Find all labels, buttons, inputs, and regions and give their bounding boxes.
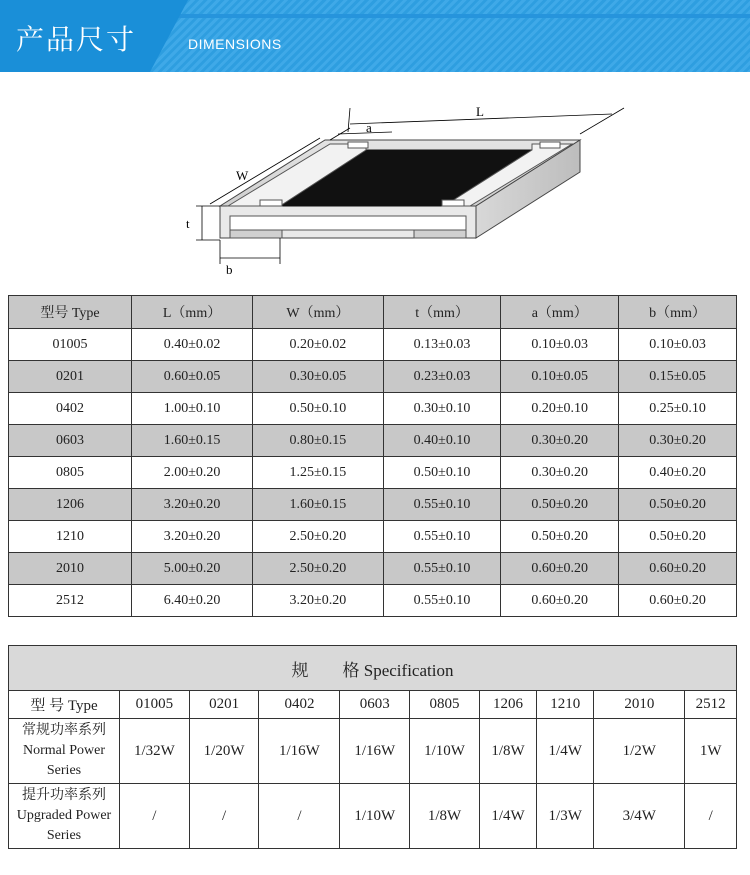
label-b: b [226,262,233,277]
cell-W: 0.30±0.05 [253,361,384,393]
cell-a: 0.60±0.20 [501,585,619,617]
specification-table [8,645,737,849]
cell-type: 1210 [9,521,132,553]
table-row [9,393,737,425]
normal-power-value: 1/16W [340,719,410,784]
cell-L: 2.00±0.20 [132,457,253,489]
cell-L: 3.20±0.20 [132,489,253,521]
normal-power-value: 1W [685,719,737,784]
spec-type: 1206 [479,691,536,719]
cell-b: 0.10±0.03 [619,329,737,361]
cell-W: 1.60±0.15 [253,489,384,521]
cell-L: 5.00±0.20 [132,553,253,585]
cell-type: 01005 [9,329,132,361]
spec-upgraded-power-row [9,784,737,849]
upgraded-power-value: / [120,784,190,849]
cell-L: 0.40±0.02 [132,329,253,361]
normal-power-label-en-2: Series [46,763,82,778]
resistor-diagram [180,88,640,278]
spec-type-label: 型 号 Type [9,691,120,719]
label-W: W [236,168,249,183]
cell-W: 1.25±0.15 [253,457,384,489]
cell-a: 0.50±0.20 [501,489,619,521]
upgraded-power-value: / [685,784,737,849]
cell-L: 3.20±0.20 [132,521,253,553]
cell-t: 0.55±0.10 [383,585,501,617]
upgraded-power-value: 1/8W [410,784,480,849]
table-row [9,457,737,489]
normal-power-value: 1/10W [410,719,480,784]
header-banner [0,0,750,72]
upgraded-power-value: 3/4W [594,784,685,849]
cell-b: 0.25±0.10 [619,393,737,425]
normal-power-value: 1/32W [120,719,190,784]
cell-type: 2010 [9,553,132,585]
spec-type: 0603 [340,691,410,719]
cell-W: 2.50±0.20 [253,521,384,553]
spec-type: 2010 [594,691,685,719]
banner-top-line [150,14,750,18]
normal-power-label-en-1: Normal Power [22,743,106,758]
cell-L: 0.60±0.05 [132,361,253,393]
cell-type: 2512 [9,585,132,617]
spec-title-row [9,646,737,691]
cell-a: 0.30±0.20 [501,425,619,457]
normal-power-value: 1/16W [259,719,340,784]
spec-type: 0402 [259,691,340,719]
spec-normal-power-row [9,719,737,784]
spec-type: 01005 [120,691,190,719]
upgraded-power-value: 1/4W [479,784,536,849]
cell-t: 0.55±0.10 [383,489,501,521]
cell-t: 0.40±0.10 [383,425,501,457]
cell-b: 0.50±0.20 [619,521,737,553]
dimensions-header-row [9,296,737,329]
cell-W: 0.80±0.15 [253,425,384,457]
header-a: a（mm） [501,296,619,329]
normal-power-value: 1/4W [537,719,594,784]
table-row [9,585,737,617]
page-title-cn: 产品尺寸 [16,23,137,56]
cell-a: 0.10±0.05 [501,361,619,393]
upgraded-power-label [9,784,120,849]
cell-a: 0.50±0.20 [501,521,619,553]
header-W: W（mm） [253,296,384,329]
cell-t: 0.23±0.03 [383,361,501,393]
dimensions-table [8,295,737,617]
cell-L: 6.40±0.20 [132,585,253,617]
label-a: a [366,120,372,135]
upgraded-power-label-cn: 提升功率系列 [22,788,106,803]
cell-W: 0.20±0.02 [253,329,384,361]
cell-b: 0.50±0.20 [619,489,737,521]
table-row [9,329,737,361]
header-type: 型号 Type [9,296,132,329]
table-row [9,489,737,521]
label-L: L [476,104,484,119]
cell-W: 3.20±0.20 [253,585,384,617]
normal-power-value: 1/8W [479,719,536,784]
upgraded-power-value: / [259,784,340,849]
cell-L: 1.00±0.10 [132,393,253,425]
cell-a: 0.20±0.10 [501,393,619,425]
spec-title: 规 格 Specification [9,646,737,691]
normal-power-value: 1/20W [189,719,259,784]
normal-power-label [9,719,120,784]
table-row [9,361,737,393]
header-L: L（mm） [132,296,253,329]
spec-type: 2512 [685,691,737,719]
cell-type: 0201 [9,361,132,393]
cell-t: 0.30±0.10 [383,393,501,425]
spec-type: 1210 [537,691,594,719]
cell-t: 0.55±0.10 [383,553,501,585]
header-b: b（mm） [619,296,737,329]
normal-power-label-cn: 常规功率系列 [22,723,106,738]
cell-b: 0.30±0.20 [619,425,737,457]
spec-type-row [9,691,737,719]
cell-t: 0.55±0.10 [383,521,501,553]
upgraded-power-value: / [189,784,259,849]
cell-b: 0.60±0.20 [619,585,737,617]
cell-a: 0.10±0.03 [501,329,619,361]
cell-W: 2.50±0.20 [253,553,384,585]
cell-t: 0.13±0.03 [383,329,501,361]
table-row [9,425,737,457]
upgraded-power-label-en-2: Series [46,828,82,843]
cell-b: 0.40±0.20 [619,457,737,489]
header-t: t（mm） [383,296,501,329]
cell-W: 0.50±0.10 [253,393,384,425]
cell-type: 0603 [9,425,132,457]
spec-type: 0805 [410,691,480,719]
cell-L: 1.60±0.15 [132,425,253,457]
upgraded-power-value: 1/3W [537,784,594,849]
cell-a: 0.60±0.20 [501,553,619,585]
page-title-en: DIMENSIONS [188,36,282,52]
normal-power-value: 1/2W [594,719,685,784]
resistor-drawing [180,88,640,278]
cell-type: 1206 [9,489,132,521]
spec-type: 0201 [189,691,259,719]
upgraded-power-value: 1/10W [340,784,410,849]
cell-b: 0.15±0.05 [619,361,737,393]
cell-type: 0805 [9,457,132,489]
cell-a: 0.30±0.20 [501,457,619,489]
table-row [9,553,737,585]
upgraded-power-label-en-1: Upgraded Power [16,808,112,823]
label-t: t [186,216,190,231]
table-row [9,521,737,553]
cell-t: 0.50±0.10 [383,457,501,489]
cell-b: 0.60±0.20 [619,553,737,585]
cell-type: 0402 [9,393,132,425]
